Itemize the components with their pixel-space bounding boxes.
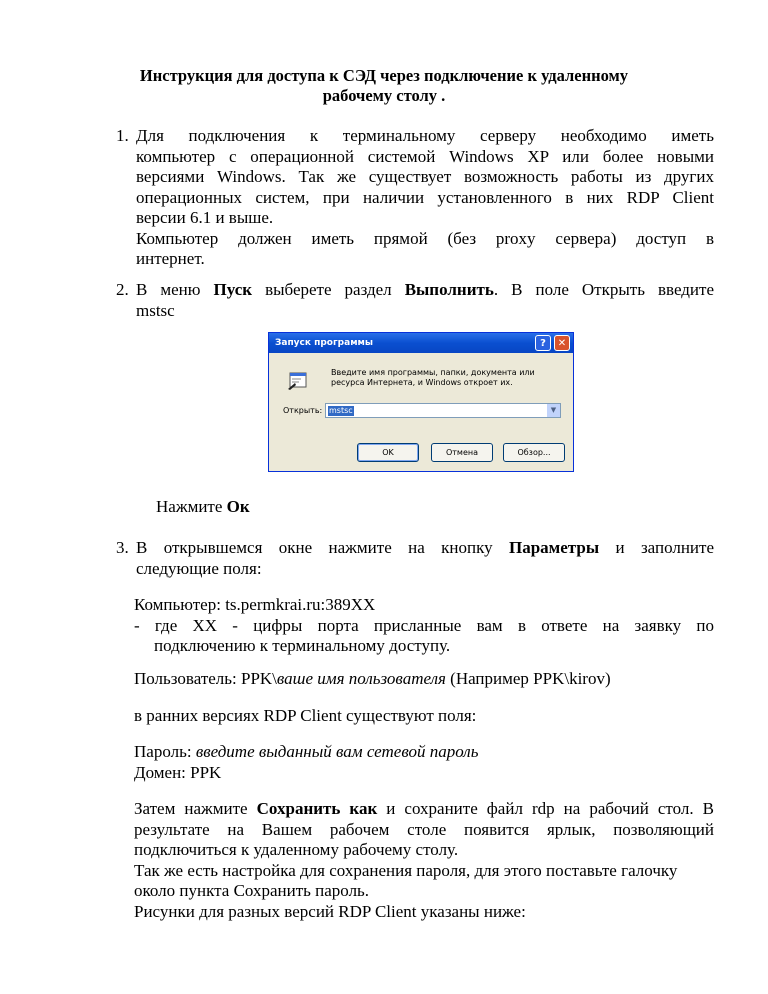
open-combobox[interactable] (325, 403, 561, 418)
then-line-6: Рисунки для разных версий RDP Client указаны ниже: (134, 901, 526, 921)
title-line-1: Инструкция для доступа к СЭД через подключение к удаленному (139, 66, 629, 85)
document-title (120, 66, 648, 106)
user-field-text: Пользователь: PPK\ваше имя пользователя (Например PPK\kirov) (134, 669, 611, 688)
ok-button[interactable]: OK (357, 443, 419, 462)
step-2-number: 2. (116, 280, 129, 299)
title-line-2: рабочему столу . (322, 86, 446, 105)
then-line-2: результате на Вашем рабочем столе появится ярлык, позволяющий (134, 819, 714, 839)
run-dialog-description: Введите имя программы, папки, документа или ресурса Интернета, и Windows откроет их. (331, 368, 535, 387)
step-2-line-1: В меню Пуск выберете раздел Выполнить. В поле Открыть введите (136, 280, 714, 299)
step-1-line-3: версиями Windows. Так же существует возможность работы из других (136, 167, 714, 186)
then-line-3: подключиться к удаленному рабочему столу. (134, 840, 459, 859)
step-1-line-7: интернет. (136, 249, 205, 268)
step-1-line-4: операционных систем, при наличии установленного в них RDP Client (136, 187, 714, 207)
password-field-text: Пароль: введите выданный вам сетевой пароль (134, 742, 479, 761)
then-line-5: около пункта Сохранить пароль. (134, 881, 370, 900)
computer-field-text: Компьютер: ts.permkrai.ru:389XX (134, 595, 376, 614)
open-label: Открыть: (283, 406, 323, 415)
where-line-1: - где XX - цифры порта присланные вам в ответе на заявку по (134, 615, 714, 635)
run-dialog-titlebar (269, 333, 573, 353)
browse-button[interactable]: Обзор... (503, 443, 565, 462)
run-program-icon (287, 371, 309, 391)
where-line-2: подключению к терминальному доступу. (154, 636, 451, 655)
then-line-1: Затем нажмите Сохранить как и сохраните файл rdp на рабочий стол. В (134, 799, 714, 818)
step-1-line-5: версии 6.1 и выше. (136, 208, 274, 227)
help-button[interactable]: ? (535, 335, 551, 351)
open-input-value[interactable]: mstsc (329, 406, 353, 415)
step-3-line-1: В открывшемся окне нажмите на кнопку Параметры и заполните (136, 538, 715, 557)
step-1-line-6: Компьютер должен иметь прямой (без proxy сервера) доступ в (136, 228, 714, 248)
step-1-line-1: Для подключения к терминальному серверу необходимо иметь (136, 126, 714, 145)
step-1-line-2: компьютер с операционной системой Windows XP или более новыми (136, 146, 714, 166)
early-versions-text: в ранних версиях RDP Client существуют поля: (134, 706, 477, 725)
step-1-number: 1. (116, 126, 129, 145)
then-line-4: Так же есть настройка для сохранения пароля, для этого поставьте галочку (134, 860, 678, 880)
step-3-line-2: следующие поля: (136, 558, 262, 578)
run-dialog-title: Запуск программы (275, 338, 374, 348)
step-2-line-2: mstsc (136, 300, 175, 320)
domain-field-text: Домен: PPK (134, 762, 222, 782)
step-3-number: 3. (116, 538, 129, 557)
close-button[interactable]: ✕ (554, 335, 570, 351)
cancel-button[interactable]: Отмена (431, 443, 493, 462)
press-ok-text: Нажмите Ок (156, 497, 250, 516)
run-dialog-screenshot (268, 332, 574, 472)
chevron-down-icon[interactable]: ▼ (547, 404, 560, 417)
